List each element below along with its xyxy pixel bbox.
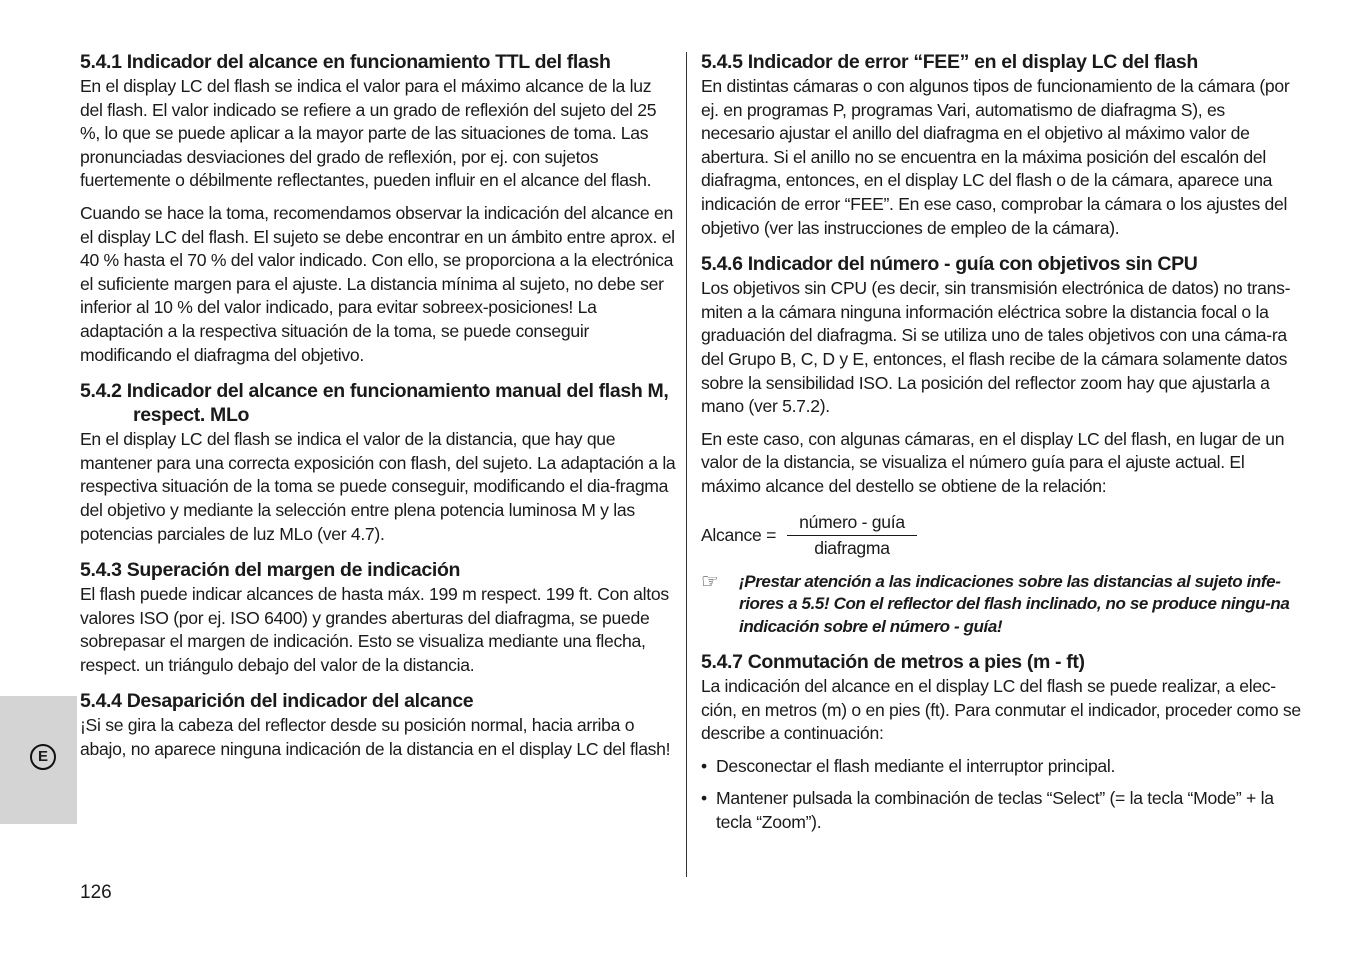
section-heading-5-4-7: 5.4.7 Conmutación de metros a pies (m - ft) xyxy=(701,651,1085,673)
page-number: 126 xyxy=(80,882,112,903)
range-formula xyxy=(701,508,1301,562)
note xyxy=(701,571,1301,639)
bullet-text: Desconectar el flash mediante el interruptor principal. xyxy=(716,755,1116,776)
fraction-bar xyxy=(787,535,917,536)
paragraph: El flash puede indicar alcances de hasta máx. 199 m respect. 199 ft. Con altos valores ISO (por ej. ISO 6400) y grandes aberturas del diafragma, se puede sobrepasar el margen de indicación. Esto se visualiza mediante una flecha, respect. un triángulo debajo del valor de la distancia. xyxy=(80,584,669,675)
pointing-hand-icon: ☞ xyxy=(701,570,719,593)
formula-denominator: diafragma xyxy=(814,537,890,558)
formula-numerator: número - guía xyxy=(799,511,905,532)
paragraph: En este caso, con algunas cámaras, en el display LC del flash, en lugar de un valor de la distancia, se visualiza el número guía para el ajuste actual. El máximo alcance del destello se obtiene de la relación: xyxy=(701,428,1285,496)
paragraph: ¡Si se gira la cabeza del reflector desde su posición normal, hacia arriba o abajo, no aparece ninguna indicación de la distancia en el display LC del flash! xyxy=(80,715,671,760)
right-column xyxy=(701,50,1301,835)
section-heading-5-4-1: 5.4.1 Indicador del alcance en funcionamiento TTL del flash xyxy=(80,51,611,73)
paragraph: En el display LC del flash se indica el valor de la distancia, que hay que mantener para una correcta exposición con flash, del sujeto. La adaptación a la respectiva situación de la toma se puede conseguir, modificando el dia-fragma del objetivo y mediante la selección entre plena potencia luminosa M y las potencias parciales de luz MLo (ver 4.7). xyxy=(80,429,676,544)
paragraph: Los objetivos sin CPU (es decir, sin transmisión electrónica de datos) no trans-miten a la cámara ninguna información eléctrica sobre la distancia focal o la graduación del diafragma. Si se utiliza uno de tales objetivos con una cáma-ra del Grupo B, C, D y E, entonces, el flash recibe de la cámara solamente datos sobre la sensibilidad ISO. La posición del reflector zoom hay que ajustarla a mano (ver 5.7.2). xyxy=(701,278,1291,417)
bullet-text: Mantener pulsada la combinación de teclas “Select” (= la tecla “Mode” + la tecla “Zoom”). xyxy=(716,788,1274,832)
section-heading-5-4-6: 5.4.6 Indicador del número - guía con objetivos sin CPU xyxy=(701,253,1198,276)
bullet-item xyxy=(701,787,1301,834)
paragraph: La indicación del alcance en el display LC del flash se puede realizar, a elec-ción, en metros (m) o en pies (ft). Para conmutar el indicador, proceder como se describe a continuación: xyxy=(701,676,1301,744)
section-heading-5-4-4: 5.4.4 Desaparición del indicador del alcance xyxy=(80,690,474,713)
paragraph: En el display LC del flash se indica el valor para el máximo alcance de la luz del flash. El valor indicado se refiere a un grado de reflexión del sujeto del 25 %, lo que se puede aplicar a la mayor parte de las situaciones de toma. Las pronunciadas desviaciones del grado de reflexión, por ej. con sujetos fuertemente o débilmente reflectantes, pueden influir en el alcance del flash. xyxy=(80,76,657,191)
bullet-item xyxy=(701,755,1301,779)
bullet-dot: • xyxy=(701,755,707,776)
section-heading-5-4-5: 5.4.5 Indicador de error “FEE” en el display LC del flash xyxy=(701,51,1198,73)
paragraph: En distintas cámaras o con algunos tipos de funcionamiento de la cámara (por ej. en programas P, programas Vari, automatismo de diafragma S), es necesario ajustar el anillo del diafragma en el objetivo al máximo valor de abertura. Si el anillo no se encuentra en la máxima posición del escalón del diafragma, entonces, en el display LC del flash o de la cámara, aparece una indicación de error “FEE”. En ese caso, comprobar la cámara o los ajustes del objetivo (ver las instrucciones de empleo de la cámara). xyxy=(701,76,1290,238)
column-divider xyxy=(686,52,687,877)
bullet-dot: • xyxy=(701,788,707,809)
section-heading-5-4-2: 5.4.2 Indicador del alcance en funcionamiento manual del flash M, respect. MLo xyxy=(80,380,669,427)
paragraph: Cuando se hace la toma, recomendamos observar la indicación del alcance en el display LC del flash. El sujeto se debe encontrar en un ámbito entre aprox. el 40 % hasta el 70 % del valor indicado. Con ello, se proporciona a la electrónica el suficiente margen para el ajuste. La distancia mínima al sujeto, no debe ser inferior al 10 % del valor indicado, para evitar sobreex-posiciones! La adaptación a la respectiva situación de la toma, se puede conseguir modificando el diafragma del objetivo. xyxy=(80,202,675,365)
note-text: ¡Prestar atención a las indicaciones sobre las distancias al sujeto infe-riores a 5.5! Con el reflector del flash inclinado, no se produce ningu-na indicación sobre el número - guía! xyxy=(739,571,1290,636)
section-heading-5-4-3: 5.4.3 Superación del margen de indicación xyxy=(80,559,461,582)
language-marker: E xyxy=(30,744,56,770)
left-column xyxy=(80,50,676,762)
formula-lhs: Alcance = xyxy=(701,524,777,545)
